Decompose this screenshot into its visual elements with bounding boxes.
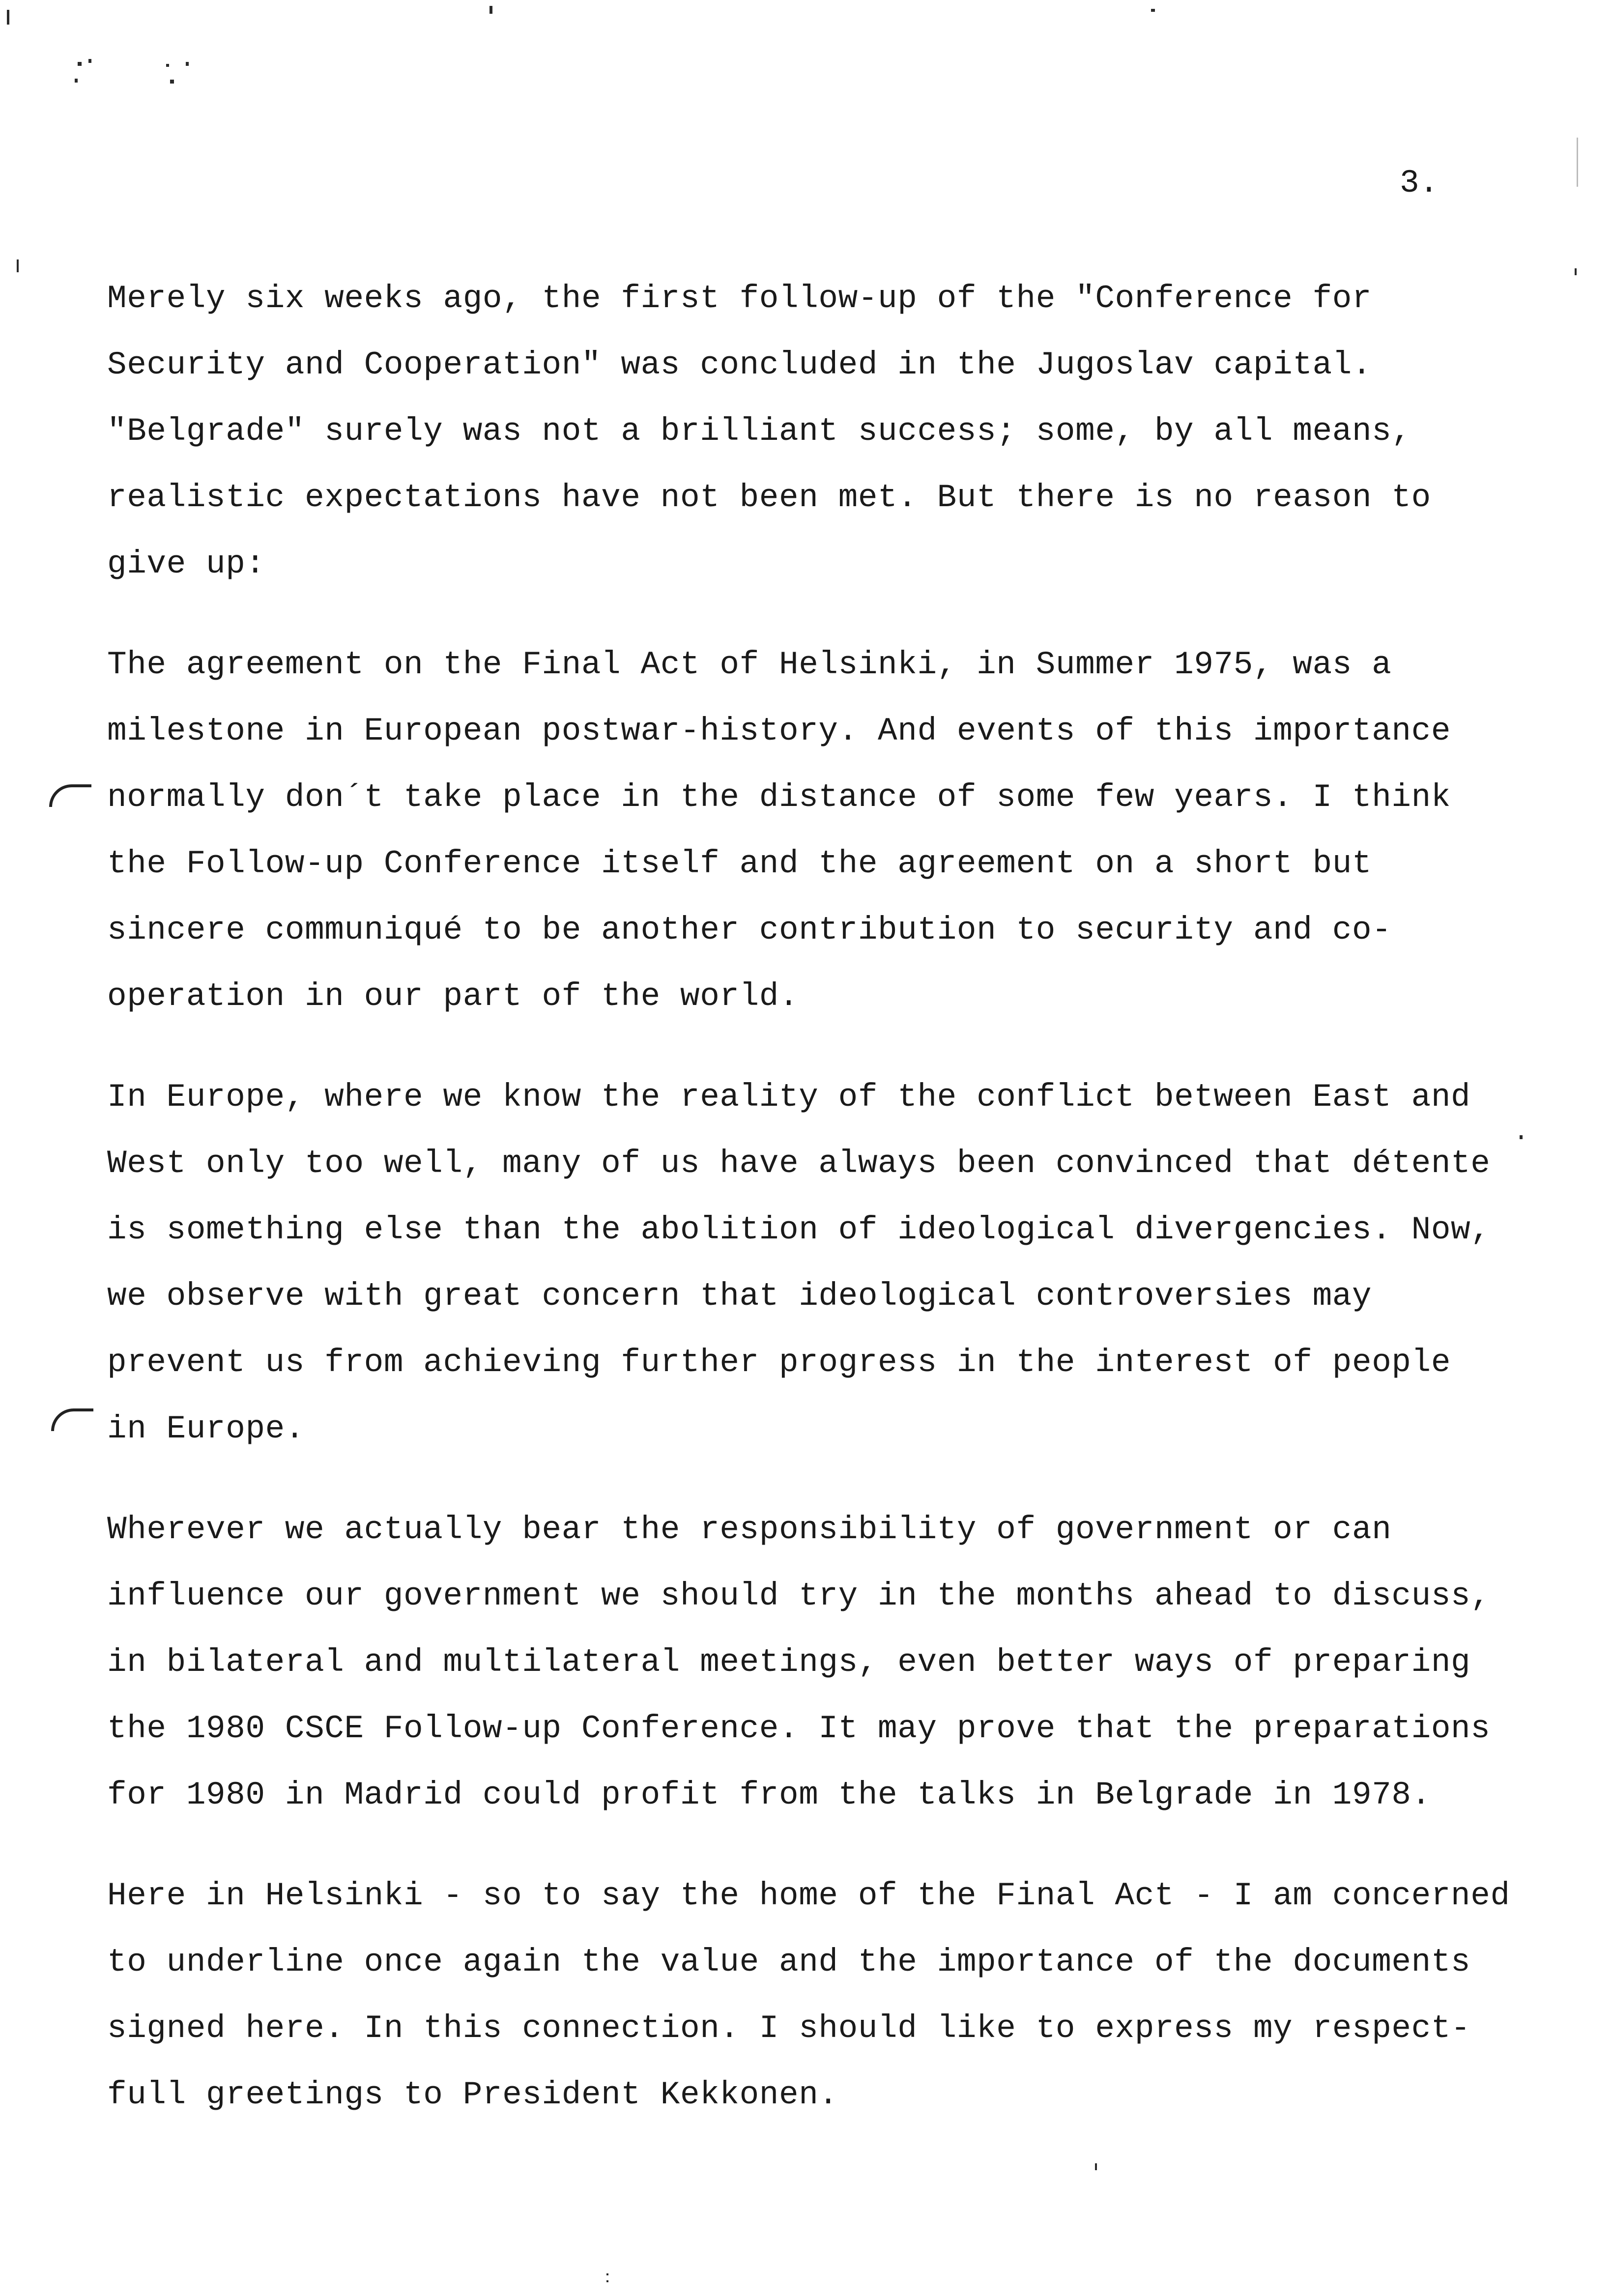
text-line: in bilateral and multilateral meetings, even better ways of preparing: [107, 1644, 1471, 1681]
margin-bracket-mark: [49, 784, 91, 807]
body-text: [107, 265, 1582, 2162]
text-line: is something else than the abolition of ideological divergencies. Now,: [107, 1211, 1491, 1248]
text-line: prevent us from achieving further progress in the interest of people: [107, 1344, 1451, 1381]
scan-speck: [186, 62, 189, 66]
text-line: "Belgrade" surely was not a brilliant success; some, by all means,: [107, 413, 1411, 450]
text-line: for 1980 in Madrid could profit from the talks in Belgrade in 1978.: [107, 1777, 1431, 1813]
text-line: full greetings to President Kekkonen.: [107, 2076, 838, 2113]
scan-speck: [17, 259, 19, 272]
text-line: in Europe.: [107, 1410, 305, 1447]
text-line: give up:: [107, 545, 265, 582]
scan-speck: [166, 64, 169, 67]
paragraph: [107, 265, 1582, 597]
scan-speck: [1095, 2163, 1097, 2170]
text-line: Wherever we actually bear the responsibility of government or can: [107, 1511, 1392, 1548]
text-line: Merely six weeks ago, the first follow-up of the "Conference for: [107, 280, 1372, 317]
paragraph: [107, 1496, 1582, 1828]
text-line: In Europe, where we know the reality of the conflict between East and: [107, 1079, 1471, 1116]
text-line: The agreement on the Final Act of Helsinki, in Summer 1975, was a: [107, 646, 1392, 683]
text-line: West only too well, many of us have always been convinced that détente: [107, 1145, 1491, 1182]
text-line: milestone in European postwar-history. And events of this importance: [107, 713, 1451, 749]
text-line: the Follow-up Conference itself and the agreement on a short but: [107, 845, 1372, 882]
text-line: signed here. In this connection. I should like to express my respect-: [107, 2010, 1471, 2047]
scan-speck: [1577, 138, 1578, 187]
text-line: Here in Helsinki - so to say the home of the Final Act - I am concerned: [107, 1877, 1510, 1914]
scan-speck: [606, 2273, 608, 2275]
paragraph: [107, 631, 1582, 1030]
scan-speck: [75, 79, 78, 83]
text-line: we observe with great concern that ideological controversies may: [107, 1278, 1372, 1315]
paragraph: [107, 1064, 1582, 1462]
text-line: Security and Cooperation" was concluded in the Jugoslav capital.: [107, 346, 1372, 383]
scan-speck: [606, 2280, 608, 2282]
scan-speck: [489, 6, 492, 14]
scan-speck: [78, 62, 82, 66]
paragraph: [107, 1863, 1582, 2128]
scan-speck: [7, 10, 9, 25]
margin-bracket-mark: [51, 1408, 93, 1431]
scan-speck: [88, 59, 91, 63]
text-line: operation in our part of the world.: [107, 978, 799, 1015]
scan-speck: [1151, 9, 1155, 12]
text-line: the 1980 CSCE Follow-up Conference. It may prove that the preparations: [107, 1710, 1491, 1747]
text-line: to underline once again the value and the importance of the documents: [107, 1944, 1471, 1980]
text-line: influence our government we should try in the months ahead to discuss,: [107, 1578, 1491, 1614]
page-number: 3.: [1400, 165, 1439, 201]
text-line: sincere communiqué to be another contribution to security and co-: [107, 912, 1392, 948]
text-line: normally don´t take place in the distance of some few years. I think: [107, 779, 1451, 816]
scan-speck: [170, 80, 174, 84]
text-line: realistic expectations have not been met. But there is no reason to: [107, 479, 1431, 516]
